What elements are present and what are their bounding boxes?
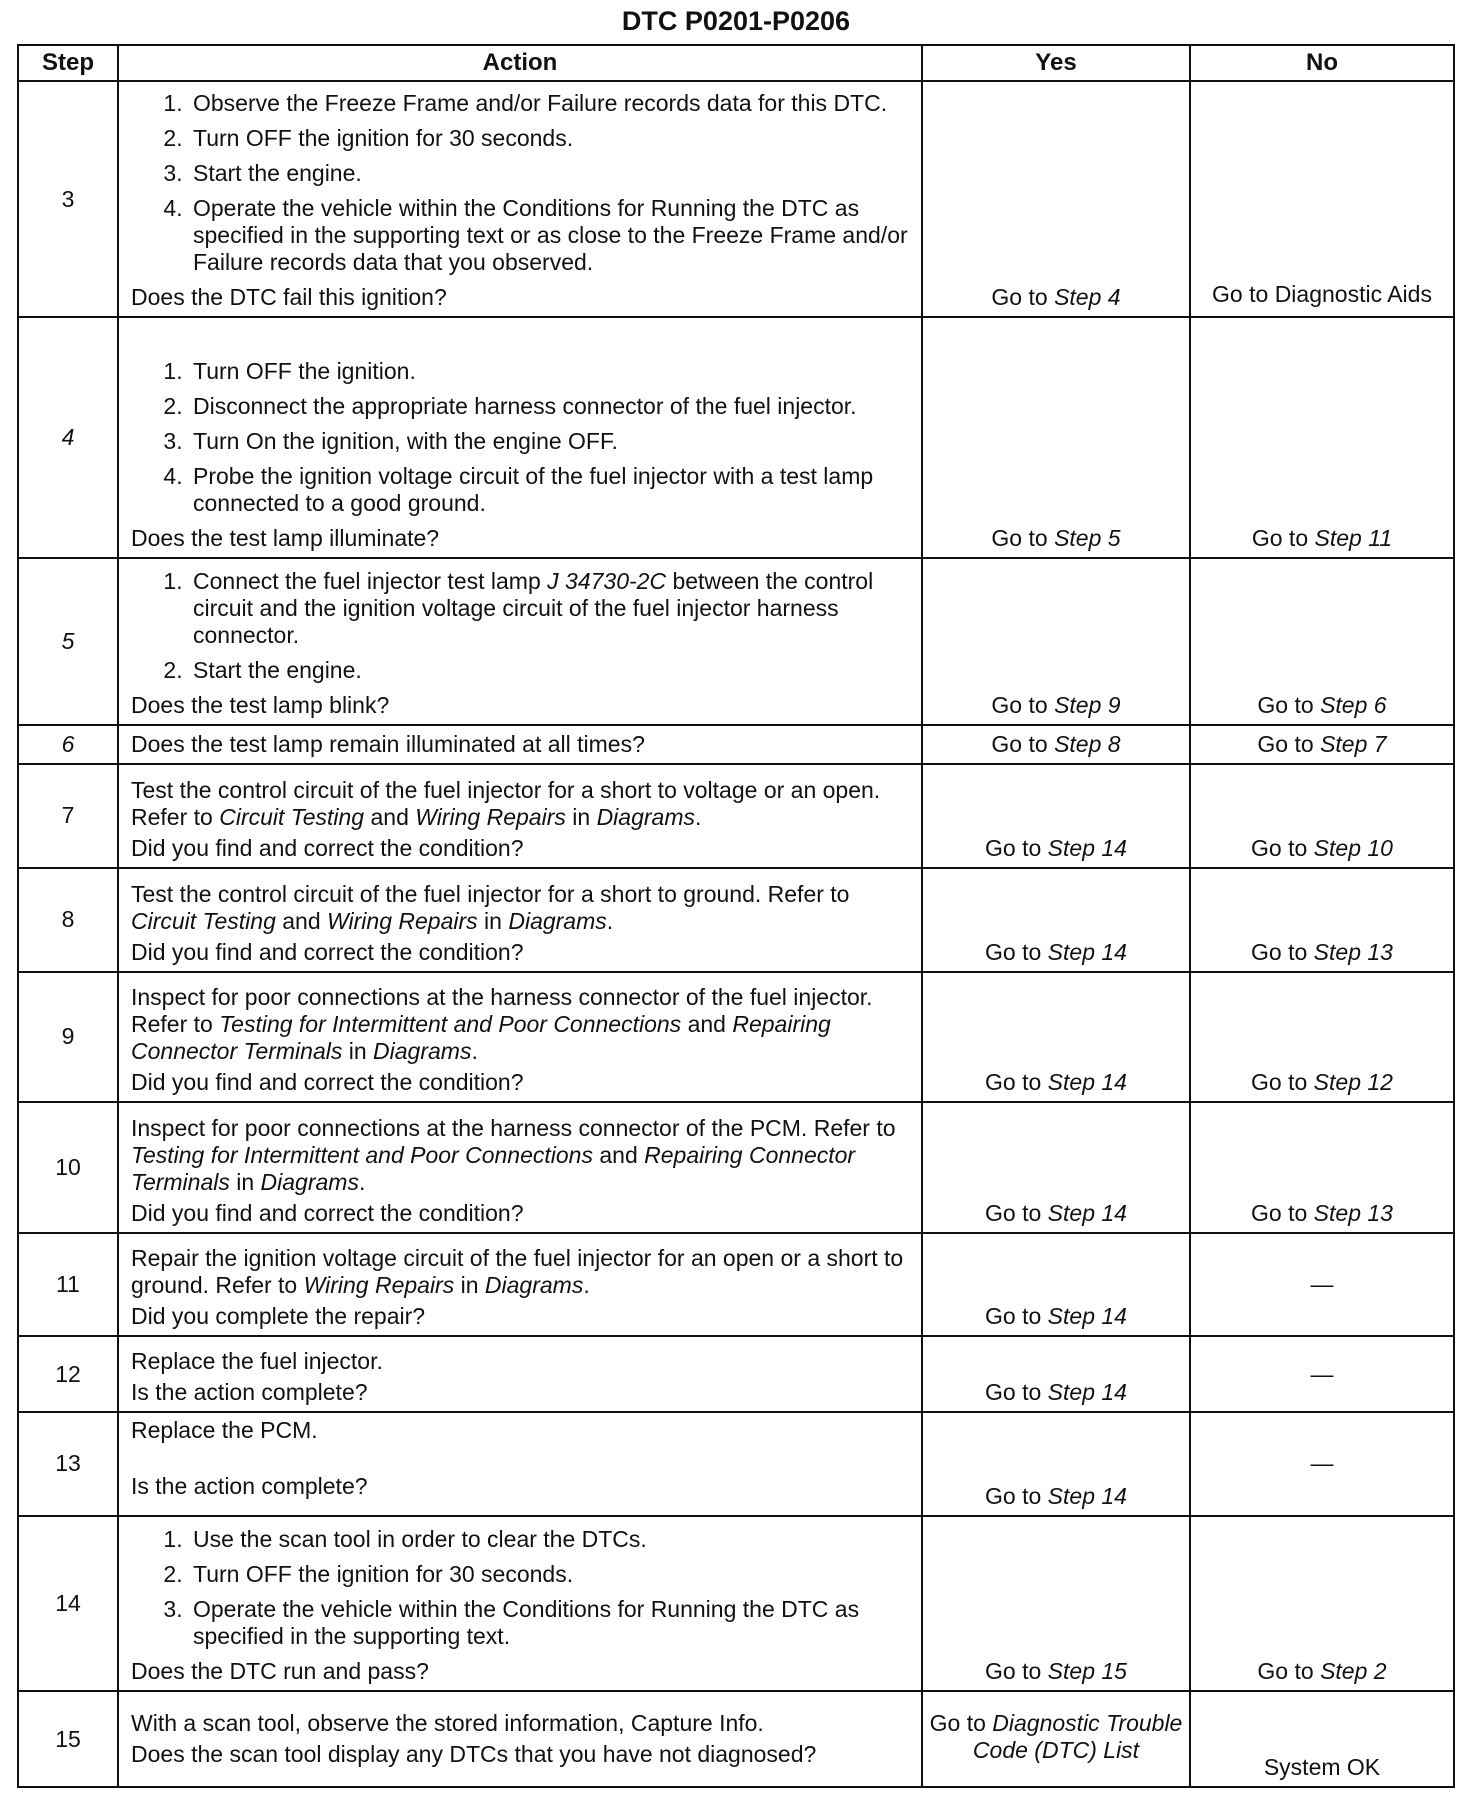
action-cell	[118, 868, 922, 972]
step-ref: 5	[1107, 524, 1121, 551]
goto-label: Go to	[929, 1709, 986, 1736]
action-list	[131, 1526, 911, 1650]
step-number: 10	[18, 1102, 118, 1232]
yes-cell	[922, 558, 1190, 725]
step-word: Step	[1054, 730, 1102, 757]
question: Does the test lamp remain illuminated at all times?	[131, 730, 645, 757]
step-ref: 14	[1101, 1482, 1127, 1509]
step-ref: 13	[1367, 1199, 1393, 1226]
step-word: Step	[1320, 730, 1368, 757]
tool-ref: J 34730-2C	[547, 568, 667, 595]
list-item: 1. Observe the Freeze Frame and/or Failure records data for this DTC.	[189, 90, 911, 117]
action-cell	[118, 1102, 922, 1232]
dtc-list-ref: Diagnostic Trouble Code (DTC) List	[972, 1709, 1183, 1763]
ref-link: Wiring Repairs	[327, 907, 478, 934]
list-item: 1. Use the scan tool in order to clear the DTCs.	[189, 1526, 911, 1553]
action-text-body: Inspect for poor connections at the harness connector of the PCM. Refer to	[131, 1114, 896, 1141]
action-text: Inspect for poor connections at the harness connector of the PCM. Refer to Testing for Intermittent and Poor Connections and Repairing Connector Terminals in Diagrams.	[131, 1114, 896, 1195]
list-item: 4. Operate the vehicle within the Conditions for Running the DTC as specified in the supporting text or as close to the Freeze Frame and/or Failure records data that you observed.	[189, 195, 911, 276]
step-word: Step	[1047, 1658, 1095, 1685]
yes-cell	[922, 725, 1190, 764]
goto-label: Go to	[1251, 834, 1308, 861]
goto-label: Go to	[1257, 730, 1314, 757]
action-cell	[118, 317, 922, 558]
step-word: Step	[1313, 834, 1361, 861]
action-cell	[118, 1516, 922, 1691]
action-cell	[118, 558, 922, 725]
conj: in	[572, 803, 591, 830]
goto-label: Go to	[991, 284, 1048, 311]
goto-label: Go to	[1251, 524, 1309, 551]
question: Does the test lamp illuminate?	[131, 524, 440, 551]
step-ref: 15	[1101, 1658, 1127, 1685]
ref-link: Diagrams	[373, 1038, 472, 1065]
question: Does the DTC run and pass?	[131, 1658, 429, 1685]
step-word: Step	[1320, 692, 1368, 719]
yes-cell	[922, 317, 1190, 558]
no-cell	[1190, 972, 1454, 1102]
goto-label: Go to	[1251, 1069, 1308, 1096]
step-ref: 10	[1367, 834, 1393, 861]
no-cell	[1190, 868, 1454, 972]
step-word: Step	[1054, 284, 1102, 311]
step-ref: 9	[1107, 692, 1121, 719]
step-number: 14	[18, 1516, 118, 1691]
list-item-text: between the control circuit and the ignition voltage circuit of the fuel injector harness connector.	[193, 568, 874, 649]
step-ref: 14	[1101, 1069, 1127, 1096]
step-number: 12	[18, 1336, 118, 1411]
action-text-body: Inspect for poor connections at the harness connector of the fuel injector. Refer to	[131, 984, 873, 1038]
goto-label: Go to	[985, 834, 1042, 861]
step-number: 13	[18, 1412, 118, 1516]
action-list	[131, 568, 911, 684]
no-cell	[1190, 1102, 1454, 1232]
step-ref: 14	[1101, 938, 1127, 965]
no-cell: —	[1190, 1412, 1454, 1516]
step-ref: 14	[1101, 1303, 1127, 1330]
action-cell	[118, 764, 922, 868]
question: Did you find and correct the condition?	[131, 938, 524, 965]
yes-cell	[922, 764, 1190, 868]
step-word: Step	[1047, 1199, 1095, 1226]
step-word: Step	[1054, 692, 1102, 719]
header-step: Step	[18, 45, 118, 81]
table-row	[18, 972, 1454, 1102]
table-row	[18, 1516, 1454, 1691]
list-item: 2. Start the engine.	[189, 657, 911, 684]
question: Is the action complete?	[131, 1472, 368, 1499]
action-cell	[118, 1412, 922, 1516]
goto-label: Go to	[1251, 1199, 1308, 1226]
header-action: Action	[118, 45, 922, 81]
action-cell	[118, 81, 922, 317]
ref-link: Diagrams	[260, 1168, 359, 1195]
step-number: 4	[18, 317, 118, 558]
table-row	[18, 764, 1454, 868]
no-cell	[1190, 764, 1454, 868]
conj: and	[599, 1141, 638, 1168]
table-row	[18, 1233, 1454, 1337]
goto-label: Go to	[985, 1303, 1042, 1330]
step-ref: 2	[1373, 1658, 1387, 1685]
no-cell	[1190, 725, 1454, 764]
action-cell	[118, 1336, 922, 1411]
step-ref: 7	[1373, 730, 1387, 757]
step-word: Step	[1054, 524, 1102, 551]
ref-link: Repairing Connector Terminals	[131, 1011, 831, 1065]
goto-label: Go to	[985, 1482, 1042, 1509]
question: Is the action complete?	[131, 1378, 368, 1405]
step-ref: 14	[1101, 834, 1127, 861]
conj: in	[484, 907, 502, 934]
question: Did you complete the repair?	[131, 1303, 426, 1330]
yes-cell	[922, 1336, 1190, 1411]
goto-label: Go to	[985, 1069, 1042, 1096]
list-item: 2. Turn OFF the ignition for 30 seconds.	[189, 1561, 911, 1588]
conj: in	[460, 1272, 479, 1299]
table-row	[18, 1102, 1454, 1232]
step-number: 11	[18, 1233, 118, 1337]
step-word: Step	[1047, 834, 1095, 861]
step-ref: 6	[1373, 692, 1387, 719]
ref-link: Diagrams	[484, 1272, 584, 1299]
table-row	[18, 725, 1454, 764]
action-list	[131, 90, 911, 276]
yes-cell	[922, 1516, 1190, 1691]
list-item	[189, 568, 911, 649]
ref-link: Circuit Testing	[131, 907, 276, 934]
dtc-table	[17, 44, 1455, 1788]
table-row	[18, 1336, 1454, 1411]
goto-label: Go to	[1257, 692, 1314, 719]
step-number: 3	[18, 81, 118, 317]
table-row	[18, 868, 1454, 972]
yes-cell	[922, 81, 1190, 317]
step-ref: 14	[1101, 1199, 1127, 1226]
question: Does the scan tool display any DTCs that you have not diagnosed?	[131, 1740, 817, 1767]
ref-link: Testing for Intermittent and Poor Connections	[219, 1011, 682, 1038]
conj: in	[348, 1038, 367, 1065]
list-item: 1. Turn OFF the ignition.	[189, 358, 911, 385]
goto-label: Go to	[985, 938, 1042, 965]
header-row	[18, 45, 1454, 81]
step-ref: 14	[1101, 1378, 1127, 1405]
action-cell	[118, 972, 922, 1102]
yes-cell	[922, 1691, 1190, 1787]
action-text-body: Test the control circuit of the fuel injector for a short to ground. Refer to	[131, 880, 850, 907]
step-word: Step	[1047, 938, 1095, 965]
step-number: 6	[18, 725, 118, 764]
ref-link: Diagrams	[596, 803, 695, 830]
yes-cell	[922, 1102, 1190, 1232]
table-row	[18, 1412, 1454, 1516]
step-word: Step	[1314, 524, 1362, 551]
no-cell	[1190, 558, 1454, 725]
yes-cell	[922, 972, 1190, 1102]
action-cell	[118, 1691, 922, 1787]
table-row	[18, 558, 1454, 725]
question: Does the DTC fail this ignition?	[131, 284, 447, 311]
no-cell: —	[1190, 1336, 1454, 1411]
table-row	[18, 1691, 1454, 1787]
goto-label: Go to	[985, 1378, 1042, 1405]
no-cell	[1190, 1516, 1454, 1691]
ref-link: Repairing Connector Terminals	[131, 1141, 856, 1195]
ref-link: Testing for Intermittent and Poor Connections	[131, 1141, 593, 1168]
conj: and	[687, 1011, 726, 1038]
no-cell: Go to Diagnostic Aids	[1190, 81, 1454, 317]
conj: in	[236, 1168, 255, 1195]
table-row	[18, 317, 1454, 558]
list-item: 3. Start the engine.	[189, 160, 911, 187]
question: Did you find and correct the condition?	[131, 1199, 524, 1226]
list-item: 3. Turn On the ignition, with the engine OFF.	[189, 428, 911, 455]
step-word: Step	[1047, 1482, 1095, 1509]
question: Did you find and correct the condition?	[131, 1069, 524, 1096]
step-word: Step	[1313, 938, 1361, 965]
action-cell	[118, 725, 922, 764]
action-text: Inspect for poor connections at the harness connector of the fuel injector. Refer to Testing for Intermittent and Poor Connections and Repairing Connector Terminals in Diagrams.	[131, 984, 873, 1065]
step-word: Step	[1313, 1069, 1361, 1096]
list-item: 2. Disconnect the appropriate harness connector of the fuel injector.	[189, 393, 911, 420]
goto-label: Go to	[991, 692, 1048, 719]
goto-label: Go to	[1251, 938, 1308, 965]
step-ref: 4	[1107, 284, 1121, 311]
goto-label: Go to	[991, 524, 1048, 551]
action-text: Replace the fuel injector.	[131, 1347, 383, 1374]
step-ref: 13	[1367, 938, 1393, 965]
step-word: Step	[1313, 1199, 1361, 1226]
step-word: Step	[1047, 1378, 1095, 1405]
list-item: 3. Operate the vehicle within the Conditions for Running the DTC as specified in the supporting text.	[189, 1596, 911, 1650]
step-number: 5	[18, 558, 118, 725]
action-text-body: Repair the ignition voltage circuit of the fuel injector for an open or a short to ground. Refer to	[131, 1245, 904, 1299]
yes-cell	[922, 868, 1190, 972]
action-text: Test the control circuit of the fuel injector for a short to voltage or an open. Refer to Circuit Testing and Wiring Repairs in Diagrams.	[131, 776, 881, 830]
step-word: Step	[1047, 1303, 1095, 1330]
goto-label: Go to	[985, 1199, 1042, 1226]
list-item: 2. Turn OFF the ignition for 30 seconds.	[189, 125, 911, 152]
step-number: 15	[18, 1691, 118, 1787]
action-list	[131, 358, 911, 517]
question: Did you find and correct the condition?	[131, 834, 524, 861]
step-number: 9	[18, 972, 118, 1102]
conj: and	[370, 803, 409, 830]
step-word: Step	[1320, 1658, 1368, 1685]
table-row	[18, 81, 1454, 317]
yes-cell	[922, 1233, 1190, 1337]
header-no: No	[1190, 45, 1454, 81]
step-number: 7	[18, 764, 118, 868]
no-cell: System OK	[1190, 1691, 1454, 1787]
no-cell: —	[1190, 1233, 1454, 1337]
question: Does the test lamp blink?	[131, 692, 390, 719]
step-ref: 8	[1107, 730, 1121, 757]
goto-label: Go to	[1257, 1658, 1314, 1685]
step-ref: 11	[1368, 524, 1393, 551]
ref-link: Wiring Repairs	[415, 803, 566, 830]
ref-link: Diagrams	[508, 907, 607, 934]
list-item-text: Connect the fuel injector test lamp	[193, 568, 541, 595]
goto-label: Go to	[985, 1658, 1042, 1685]
action-cell	[118, 1233, 922, 1337]
list-item: 4. Probe the ignition voltage circuit of the fuel injector with a test lamp connected to a good ground.	[189, 463, 911, 517]
step-ref: 12	[1367, 1069, 1393, 1096]
action-text: Test the control circuit of the fuel injector for a short to ground. Refer to Circuit Testing and Wiring Repairs in Diagrams.	[131, 880, 850, 934]
action-text-body: Test the control circuit of the fuel injector for a short to voltage or an open. Refer to	[131, 776, 881, 830]
ref-link: Wiring Repairs	[303, 1272, 455, 1299]
action-text: Repair the ignition voltage circuit of the fuel injector for an open or a short to ground. Refer to Wiring Repairs in Diagrams.	[131, 1245, 904, 1299]
no-cell	[1190, 317, 1454, 558]
step-word: Step	[1047, 1069, 1095, 1096]
action-text: With a scan tool, observe the stored information, Capture Info.	[131, 1709, 764, 1736]
ref-link: Circuit Testing	[219, 803, 365, 830]
page-title: DTC P0201-P0206	[621, 6, 851, 36]
goto-label: Go to	[991, 730, 1048, 757]
conj: and	[282, 907, 321, 934]
yes-cell	[922, 1412, 1190, 1516]
step-number: 8	[18, 868, 118, 972]
header-yes: Yes	[922, 45, 1190, 81]
action-text: Replace the PCM.	[131, 1416, 318, 1443]
